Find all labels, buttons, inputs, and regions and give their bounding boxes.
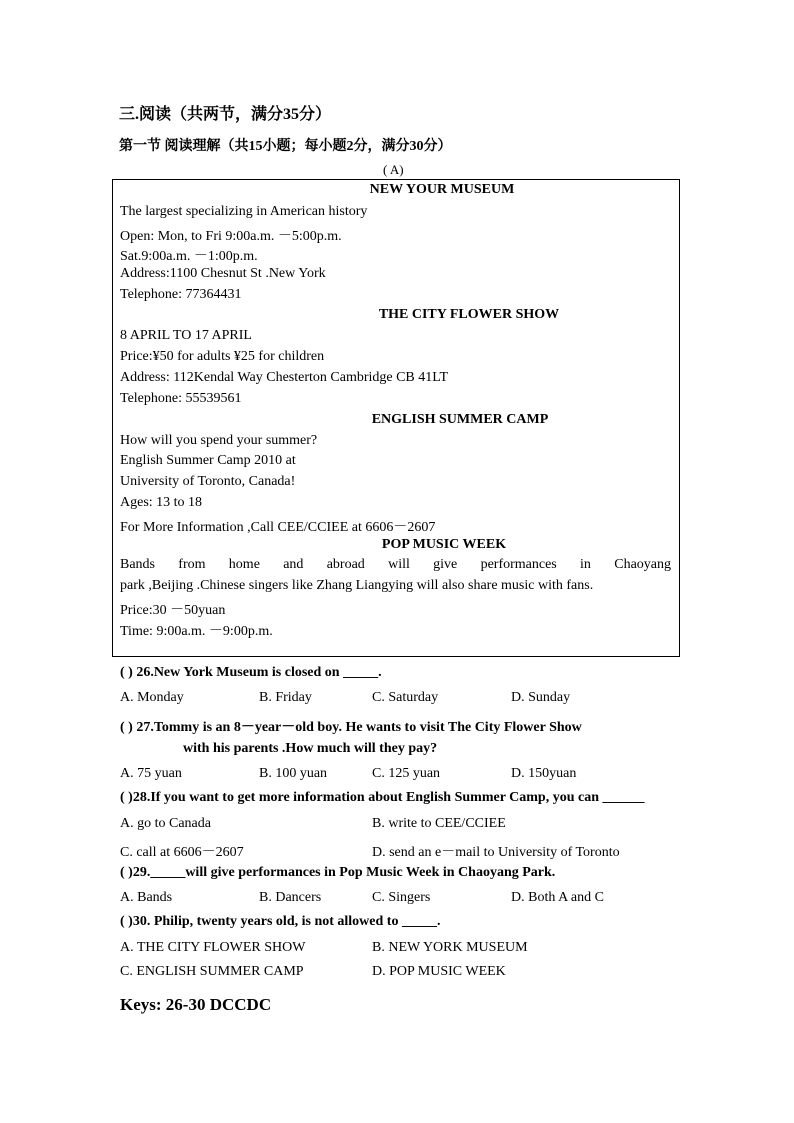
pop-music-line: Bands from home and abroad will give performances in Chaoyang	[120, 557, 671, 572]
pop-music-line: Time: 9:00a.m. －9:00p.m.	[120, 624, 273, 639]
summer-camp-line: Ages: 13 to 18	[120, 495, 203, 510]
option-a: A. THE CITY FLOWER SHOW	[120, 940, 306, 955]
pop-music-line: Price:30 －50yuan	[120, 603, 226, 618]
question-28: ( )28.If you want to get more information about English Summer Camp, you can ______	[120, 790, 645, 805]
option-d: D. 150yuan	[511, 766, 577, 781]
option-d: D. Sunday	[511, 690, 571, 705]
flower-show-line: Telephone: 55539561	[120, 391, 242, 406]
option-c: C. Saturday	[372, 690, 439, 705]
option-d: D. POP MUSIC WEEK	[372, 964, 506, 979]
option-d: D. send an e－mail to University of Toronto	[372, 845, 620, 860]
option-d: D. Both A and C	[511, 890, 604, 905]
option-a: A. Bands	[120, 890, 173, 905]
option-c: C. Singers	[372, 890, 431, 905]
question-27-continued: with his parents .How much will they pay?	[183, 741, 438, 756]
summer-camp-heading: ENGLISH SUMMER CAMP	[371, 412, 549, 427]
question-29: ( )29._____will give performances in Pop Music Week in Chaoyang Park.	[120, 865, 556, 880]
question-30: ( )30. Philip, twenty years old, is not allowed to _____.	[120, 914, 441, 929]
museum-line: Open: Mon, to Fri 9:00a.m. －5:00p.m.	[120, 229, 342, 244]
flower-show-heading: THE CITY FLOWER SHOW	[378, 307, 560, 322]
option-b: B. NEW YORK MUSEUM	[372, 940, 528, 955]
question-26: ( ) 26.New York Museum is closed on _____.	[120, 665, 382, 680]
option-a: A. Monday	[120, 690, 184, 705]
option-b: B. write to CEE/CCIEE	[372, 816, 506, 831]
answer-keys: Keys: 26-30 DCCDC	[120, 995, 272, 1014]
summer-camp-line: University of Toronto, Canada!	[120, 474, 296, 489]
museum-line: The largest specializing in American history	[120, 204, 368, 219]
flower-show-line: 8 APRIL TO 17 APRIL	[120, 328, 252, 343]
flower-show-line: Price:¥50 for adults ¥25 for children	[120, 349, 325, 364]
pop-music-heading: POP MUSIC WEEK	[381, 537, 507, 552]
museum-heading: NEW YOUR MUSEUM	[369, 182, 515, 197]
subsection-title: 第一节 阅读理解（共15小题；每小题2分，满分30分）	[119, 139, 452, 154]
museum-line: Sat.9:00a.m. －1:00p.m.	[120, 249, 258, 264]
option-c: C. 125 yuan	[372, 766, 441, 781]
museum-line: Address:1100 Chesnut St .New York	[120, 266, 326, 281]
pop-music-line: park ,Beijing .Chinese singers like Zhang Liangying will also share music with fans.	[120, 578, 594, 593]
summer-camp-line: English Summer Camp 2010 at	[120, 453, 296, 468]
summer-camp-line: For More Information ,Call CEE/CCIEE at 6606－2607	[120, 520, 436, 535]
museum-line: Telephone: 77364431	[120, 287, 242, 302]
option-c: C. call at 6606－2607	[120, 845, 244, 860]
option-b: B. Dancers	[259, 890, 322, 905]
section-title: 三.阅读（共两节，满分35分）	[119, 106, 332, 123]
option-a: A. go to Canada	[120, 816, 211, 831]
option-c: C. ENGLISH SUMMER CAMP	[120, 964, 304, 979]
option-b: B. 100 yuan	[259, 766, 328, 781]
question-27: ( ) 27.Tommy is an 8－year－old boy. He wants to visit The City Flower Show	[120, 720, 582, 735]
summer-camp-line: How will you spend your summer?	[120, 433, 318, 448]
option-b: B. Friday	[259, 690, 312, 705]
passage-label: ( A)	[383, 162, 404, 177]
flower-show-line: Address: 112Kendal Way Chesterton Cambridge CB 41LT	[120, 370, 449, 385]
option-a: A. 75 yuan	[120, 766, 182, 781]
